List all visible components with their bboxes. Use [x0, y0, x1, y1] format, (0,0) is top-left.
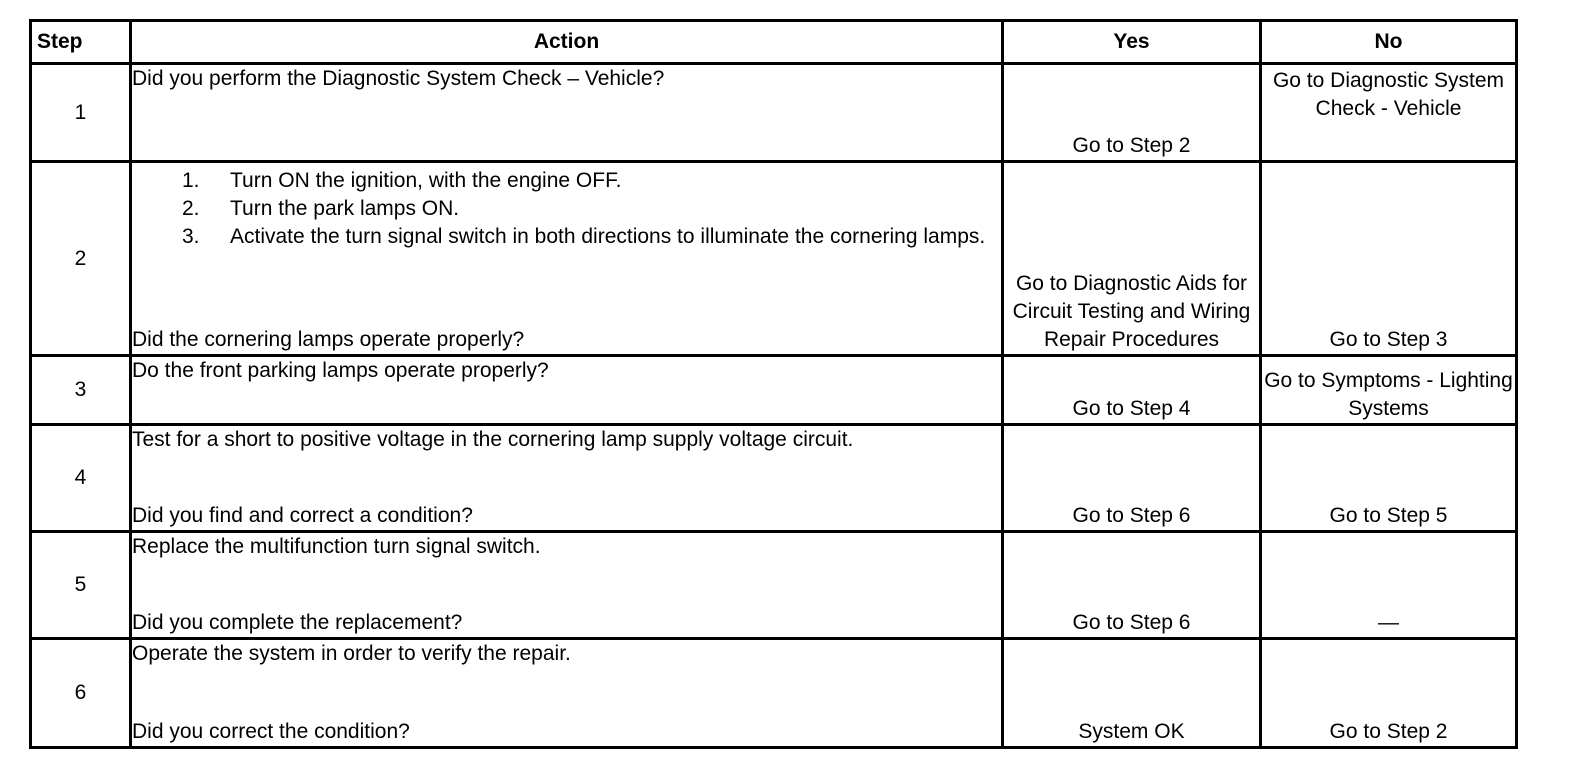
procedure-text: Turn the park lamps ON. — [230, 197, 460, 220]
header-yes: Yes — [1003, 21, 1261, 64]
action-text: Do the front parking lamps operate properly? — [132, 359, 549, 382]
header-step: Step — [31, 21, 131, 64]
yes-cell: Go to Step 2 — [1003, 64, 1261, 162]
step-number: 5 — [31, 532, 131, 639]
header-action: Action — [131, 21, 1003, 64]
action-text: Test for a short to positive voltage in the cornering lamp supply voltage circuit. — [132, 428, 854, 451]
action-cell — [131, 162, 1003, 356]
yes-cell: Go to Step 6 — [1003, 532, 1261, 639]
action-question: Did you correct the condition? — [132, 720, 410, 743]
procedure-number: 1. — [182, 169, 200, 192]
table-row — [31, 425, 1517, 532]
procedure-text: Turn ON the ignition, with the engine OFF. — [230, 169, 622, 192]
table-row — [31, 162, 1517, 356]
step-number: 1 — [31, 64, 131, 162]
yes-cell: Go to Step 6 — [1003, 425, 1261, 532]
no-cell: — — [1261, 532, 1517, 639]
header-no: No — [1261, 21, 1517, 64]
step-number: 4 — [31, 425, 131, 532]
step-number: 2 — [31, 162, 131, 356]
step-number: 3 — [31, 356, 131, 425]
procedure-list — [132, 167, 1001, 251]
procedure-number: 2. — [182, 197, 200, 220]
procedure-item — [132, 195, 1001, 223]
action-cell — [131, 356, 1003, 425]
no-cell: Go to Diagnostic System Check - Vehicle — [1261, 64, 1517, 162]
action-question: Did you complete the replacement? — [132, 611, 463, 634]
procedure-text: Activate the turn signal switch in both directions to illuminate the cornering lamps. — [230, 225, 986, 248]
action-cell — [131, 425, 1003, 532]
action-cell — [131, 532, 1003, 639]
no-cell: Go to Step 5 — [1261, 425, 1517, 532]
procedure-item — [132, 223, 1001, 251]
no-cell: Go to Symptoms - Lighting Systems — [1261, 356, 1517, 425]
action-question: Did the cornering lamps operate properly? — [132, 328, 525, 351]
yes-cell: Go to Step 4 — [1003, 356, 1261, 425]
action-content — [132, 426, 1001, 530]
action-text: Replace the multifunction turn signal switch. — [132, 535, 541, 558]
yes-cell: Go to Diagnostic Aids for Circuit Testing and Wiring Repair Procedures — [1003, 162, 1261, 356]
no-cell: Go to Step 2 — [1261, 639, 1517, 748]
action-text: Did you perform the Diagnostic System Check – Vehicle? — [132, 67, 665, 90]
yes-cell: System OK — [1003, 639, 1261, 748]
step-number: 6 — [31, 639, 131, 748]
action-question: Did you find and correct a condition? — [132, 504, 473, 527]
action-content — [132, 640, 1001, 746]
procedure-number: 3. — [182, 225, 200, 248]
procedure-item — [132, 167, 1001, 195]
action-text: Operate the system in order to verify the repair. — [132, 642, 571, 665]
table-row — [31, 64, 1517, 162]
action-content — [132, 533, 1001, 637]
no-cell: Go to Step 3 — [1261, 162, 1517, 356]
table-row — [31, 639, 1517, 748]
table-row — [31, 356, 1517, 425]
header-row — [31, 21, 1517, 64]
action-cell — [131, 64, 1003, 162]
action-content — [132, 163, 1001, 354]
diagnostic-table — [29, 19, 1518, 749]
action-cell — [131, 639, 1003, 748]
table-row — [31, 532, 1517, 639]
